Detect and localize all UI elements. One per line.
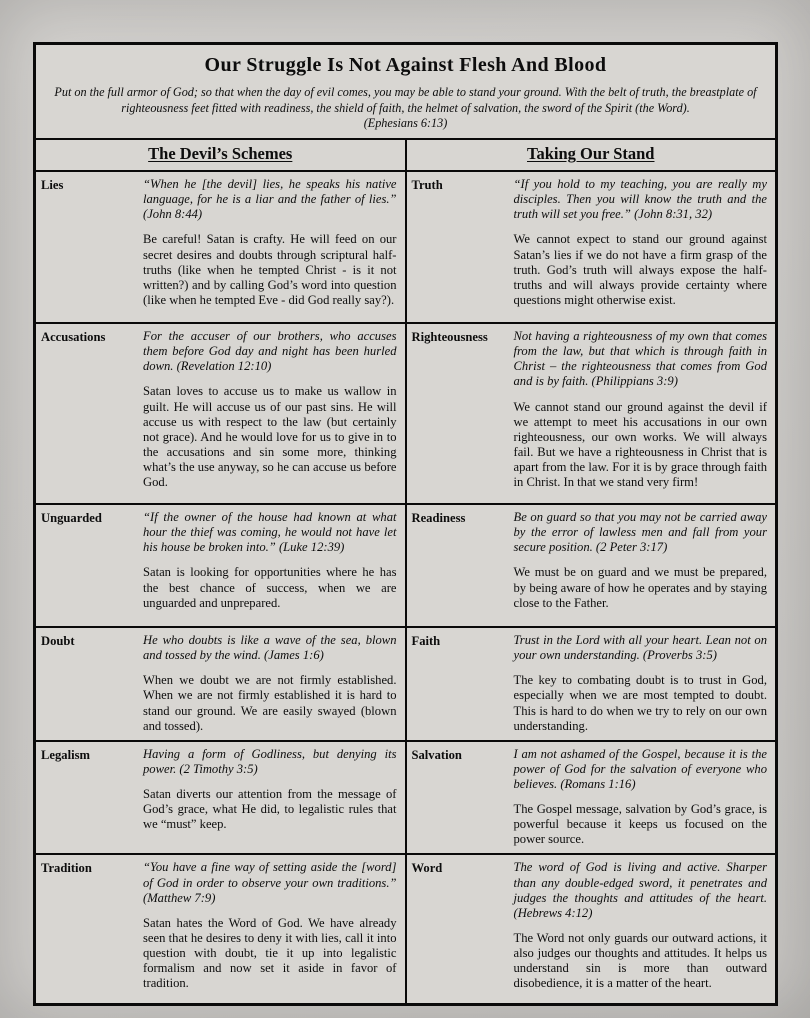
page-title: Our Struggle Is Not Against Flesh And Blood <box>204 54 607 76</box>
commentary-text: We cannot expect to stand our ground against Satan’s lies if we do not have a firm grasp of the truth. God’s truth will always expose the half-truths and will always provide certainty where questions might otherwise exist. <box>513 232 767 307</box>
row-label: Accusations <box>41 330 106 345</box>
row-label: Faith <box>411 634 441 649</box>
stand-cell-readiness <box>407 505 776 626</box>
cell-content <box>143 860 397 991</box>
cell-content <box>143 633 397 734</box>
cell-content <box>143 510 397 611</box>
stand-cell-faith <box>407 628 776 740</box>
commentary-text: Satan hates the Word of God. We have already seen that he desires to deny it with lies, call it into question with doubt, tie it up into legalistic formalism and now set it aside in favor of tradition. <box>143 915 397 991</box>
stand-cell-word <box>407 855 776 1003</box>
scripture-reference: (Ephesians 6:13) <box>363 116 448 131</box>
scripture-quote: “If the owner of the house had known at what hour the thief was coming, he would not have let his house be broken into.” (Luke 12:39) <box>143 510 397 555</box>
table-row-tradition-word <box>36 855 775 1003</box>
scheme-cell-unguarded <box>36 505 407 626</box>
table-row-lies-truth <box>36 172 775 324</box>
row-label: Salvation <box>411 747 462 762</box>
table-row-accusations-righteousness <box>36 324 775 505</box>
scripture-quote: Having a form of Godliness, but denying its power. (2 Timothy 3:5) <box>143 746 397 776</box>
commentary-text: The key to combating doubt is to trust in God, especially when we are most tempted to doubt. This is hard to do when we try to rely on our own understanding. <box>513 673 767 733</box>
commentary-text: We must be on guard and we must be prepared, by being aware of how he operates and by staying close to the Father. <box>513 565 767 610</box>
scripture-quote: The word of God is living and active. Sharper than any double-edged sword, it penetrates and judges the thoughts and attitudes of the heart. (Hebrews 4:12) <box>513 860 767 920</box>
row-label: Lies <box>41 178 64 193</box>
scripture-quote: I am not ashamed of the Gospel, because it is the power of God for the salvation of everyone who believes. (Romans 1:16) <box>513 746 767 791</box>
scripture-quote: “You have a fine way of setting aside the [word] of God in order to observe your own traditions.” (Matthew 7:9) <box>143 860 397 905</box>
commentary-text: Be careful! Satan is crafty. He will feed on our secret desires and doubts through scriptural half-truths (like when he tempted Christ - is it not written?) and by calling God’s word into question (like when he tempted Eve - did God really say?). <box>143 232 397 307</box>
scripture-quote: “If you hold to my teaching, you are really my disciples. Then you will know the truth and the truth will set you free.” (John 8:31, 32) <box>513 177 767 222</box>
cell-content <box>514 747 768 848</box>
cell-content <box>514 860 768 991</box>
column-header-row <box>36 140 775 172</box>
column-header-right-label: Taking Our Stand <box>527 144 655 164</box>
commentary-text: The Gospel message, salvation by God’s grace, is powerful because it keeps us focused on the power source. <box>513 802 767 847</box>
row-label: Readiness <box>411 511 466 526</box>
row-label: Tradition <box>41 861 92 876</box>
commentary-text: We cannot stand our ground against the devil if we attempt to meet his accusations in our own righteousness, our own works. We will always fail. But we have a righteousness in Christ that is apart from the law. For it is by grace through faith in Christ. In that we stand very firm! <box>513 399 767 490</box>
scripture-quote: Be on guard so that you may not be carried away by the error of lawless men and fall from your secure position. (2 Peter 3:17) <box>513 510 767 555</box>
cell-content <box>143 329 397 490</box>
document-header <box>36 45 775 140</box>
commentary-text: Satan diverts our attention from the message of God’s grace, what He did, to legalistic rules that we “must” keep. <box>143 786 397 832</box>
row-label: Word <box>411 861 443 876</box>
commentary-text: The Word not only guards our outward actions, it also judges our thoughts and attitudes. It helps us understand sin is more than outward disobedience, it is a matter of the heart. <box>513 930 767 991</box>
worksheet-table <box>33 42 778 1006</box>
row-label: Righteousness <box>411 330 488 345</box>
scripture-quote: For the accuser of our brothers, who accuses them before God day and night has been hurled down. (Revelation 12:10) <box>143 329 397 374</box>
table-row-legalism-salvation <box>36 742 775 856</box>
commentary-text: When we doubt we are not firmly established. When we are not firmly established it is hard to stand our ground. We are easily swayed (blown and tossed). <box>143 673 397 733</box>
scripture-quote: “When he [the devil] lies, he speaks his native language, for he is a liar and the father of lies.” (John 8:44) <box>143 177 397 222</box>
commentary-text: Satan is looking for opportunities where he has the best chance of success, when we are unguarded and unprepared. <box>143 565 397 610</box>
row-label: Legalism <box>41 747 90 762</box>
row-label: Doubt <box>41 634 75 649</box>
scheme-cell-tradition <box>36 855 407 1003</box>
stand-cell-righteousness <box>407 324 776 503</box>
cell-content <box>143 177 397 308</box>
row-label: Truth <box>411 178 443 193</box>
cell-content <box>143 747 397 833</box>
stand-cell-truth <box>407 172 776 322</box>
cell-content <box>514 633 768 734</box>
scripture-quote: Not having a righteousness of my own that comes from the law, but that which is through faith in Christ – the righteousness that comes from God and is by faith. (Philippians 3:9) <box>513 329 767 389</box>
stand-cell-salvation <box>407 742 776 854</box>
scheme-cell-legalism <box>36 742 407 854</box>
cell-content <box>514 177 768 308</box>
scripture-quote: He who doubts is like a wave of the sea, blown and tossed by the wind. (James 1:6) <box>143 633 397 663</box>
column-header-left-label: The Devil’s Schemes <box>148 144 293 164</box>
commentary-text: Satan loves to accuse us to make us wallow in guilt. He will accuse us of our past sins. He will accuse us with respect to the law (but certainly not grace). And he would love for us to give in to the accusations and sin some more, thinking what’s the use anyway, so he can accuse us before God. <box>143 384 397 490</box>
row-label: Unguarded <box>41 511 102 526</box>
table-row-doubt-faith <box>36 628 775 742</box>
cell-content <box>514 329 768 490</box>
column-header-devils-schemes <box>36 140 405 170</box>
scripture-banner: Put on the full armor of God; so that when the day of evil comes, you may be able to stand your ground. With the belt of truth, the breastplate of righteousness feet fitted with readiness, the shield of faith, the helmet of salvation, the sword of the Spirit (the Word). <box>54 85 757 115</box>
scheme-cell-lies <box>36 172 407 322</box>
table-row-unguarded-readiness <box>36 505 775 628</box>
cell-content <box>514 510 768 611</box>
scheme-cell-doubt <box>36 628 407 740</box>
scheme-cell-accusations <box>36 324 407 503</box>
scripture-quote: Trust in the Lord with all your heart. Lean not on your own understanding. (Proverbs 3:5) <box>513 633 767 663</box>
column-header-taking-our-stand <box>405 140 776 170</box>
